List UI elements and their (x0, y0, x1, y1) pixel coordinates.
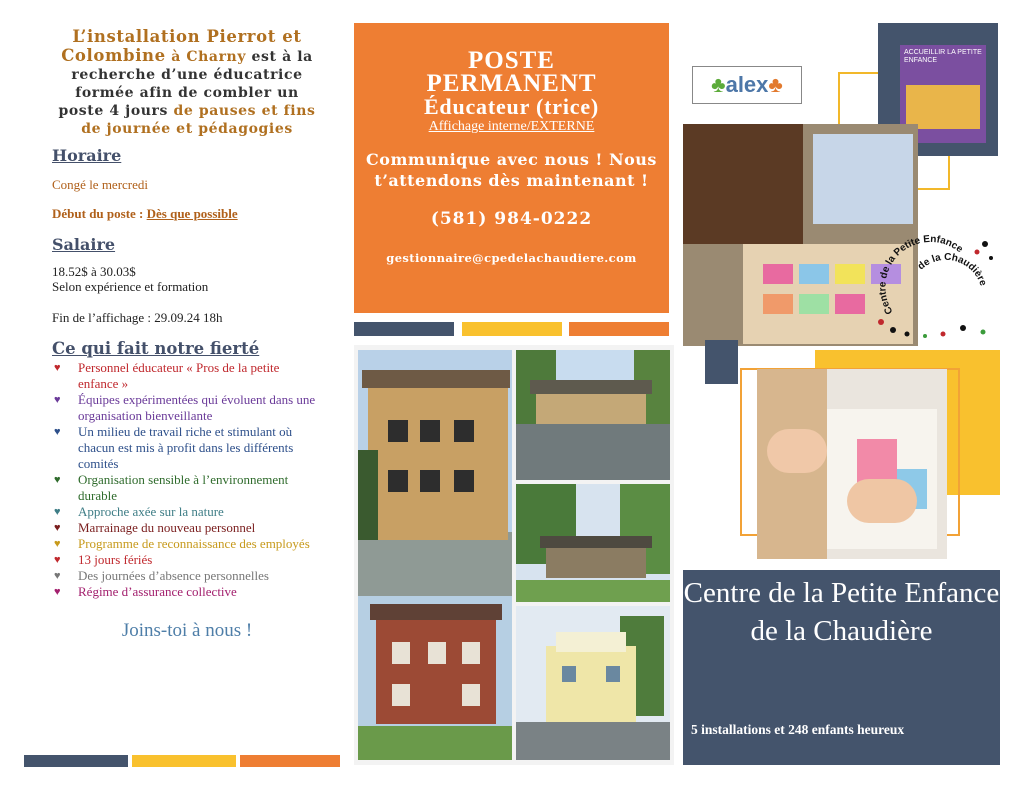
cpe-logo (873, 232, 998, 342)
poste-line1: POSTE (468, 47, 555, 74)
job-poster-box (354, 23, 669, 313)
debut-label: Début du poste : (52, 206, 147, 221)
joins-text: Joins-toi à nous ! (121, 620, 253, 641)
salaire-heading: Salaire (52, 235, 116, 254)
fierte-item-text: Marrainage du nouveau personnel (78, 520, 256, 535)
heart-icon: ♥ (54, 570, 61, 582)
poste-line3: Éducateur (trice) (423, 94, 600, 119)
fierte-item-text: Régime d’assurance collective (78, 584, 237, 599)
cpe-logo-arc1: Centre de la Petite Enfance (877, 233, 965, 317)
horaire-heading: Horaire (52, 146, 122, 165)
fierte-item-text: Des journées d’absence personnelles (78, 568, 269, 583)
intro-description: est à la recherche d’une éducatrice formée afin de combler un poste 4 jours (58, 49, 313, 119)
fierte-item (52, 504, 322, 520)
phone-number[interactable]: (581) 984-0222 (430, 209, 593, 229)
debut-poste (52, 206, 322, 221)
photo-building-brick (358, 596, 512, 760)
alex-logo: ♣alex♣ (692, 66, 802, 104)
heart-icon: ♥ (54, 538, 61, 550)
fierte-item-text: Un milieu de travail riche et stimulant où chacun est mis à profit dans les différents comités (78, 424, 294, 471)
fierte-item (52, 472, 322, 504)
left-column (52, 28, 322, 642)
fierte-item (52, 584, 322, 600)
cpe-logo-svg (873, 232, 998, 342)
fierte-list (52, 360, 322, 600)
bar-orange-center (569, 322, 669, 336)
fierte-item-text: Organisation sensible à l’environnement durable (78, 472, 289, 503)
fierte-item (52, 568, 322, 584)
intro-text (52, 28, 322, 138)
fierte-item (52, 392, 322, 424)
call-text: Communique avec nous ! Nous t’attendons dès maintenant ! (366, 150, 657, 190)
email-address[interactable]: gestionnaire@cpedelachaudiere.com (386, 251, 637, 265)
poste-line2: PERMANENT (426, 70, 597, 97)
fierte-item (52, 552, 322, 568)
debut-value: Dès que possible (146, 206, 238, 221)
intro-installation-name: L’installation Pierrot et Colombine (61, 27, 302, 65)
fierte-heading: Ce qui fait notre fierté (52, 339, 260, 358)
heart-icon: ♥ (54, 554, 61, 566)
fierte-item-text: Approche axée sur la nature (78, 504, 224, 519)
heart-icon: ♥ (54, 522, 61, 534)
bar-orange-left (240, 755, 340, 767)
fierte-item (52, 520, 322, 536)
fierte-item-text: 13 jours fériés (78, 552, 153, 567)
svg-text:Centre de la Petite Enfance (877, 234, 965, 316)
photo-building-parking (516, 350, 670, 480)
fierte-item (52, 424, 322, 472)
book-title: ACCUEILLIR LA PETITE ENFANCE (904, 49, 982, 64)
photo-drawing-hands (757, 369, 947, 559)
svg-text:de la Chaudière (916, 252, 989, 288)
cpe-title-box (683, 570, 1000, 765)
bar-yellow-center (462, 322, 562, 336)
photo-building-cottage (516, 484, 670, 602)
heart-icon: ♥ (54, 474, 61, 486)
bar-navy-left (24, 755, 128, 767)
fierte-item-text: Équipes expérimentées qui évoluent dans une organisation bienveillante (78, 392, 316, 423)
fierte-item (52, 536, 322, 552)
cpe-title: Centre de la Petite Enfance de la Chaudière (683, 577, 1000, 647)
photo-building-yellow (516, 606, 670, 760)
heart-icon: ♥ (54, 586, 61, 598)
navy-block-small (705, 340, 738, 384)
intro-location: à Charny (165, 49, 252, 65)
fin-affichage: Fin de l’affichage : 29.09.24 18h (52, 310, 223, 325)
intro-shift: de pauses et fins de journée et pédagogies (81, 103, 316, 137)
heart-icon: ♥ (54, 394, 61, 406)
heart-icon: ♥ (54, 426, 61, 438)
conge-text: Congé le mercredi (52, 177, 149, 192)
bar-yellow-left (132, 755, 236, 767)
fierte-item-text: Personnel éducateur « Pros de la petite enfance » (78, 360, 280, 391)
bar-navy-center (354, 322, 454, 336)
fierte-item (52, 360, 322, 392)
photo-building-wood (358, 350, 512, 602)
fierte-item-text: Programme de reconnaissance des employés (78, 536, 310, 551)
salaire-note: Selon expérience et formation (52, 279, 209, 294)
heart-icon: ♥ (54, 506, 61, 518)
cpe-logo-arc2: de la Chaudière (915, 251, 989, 288)
heart-icon: ♥ (54, 362, 61, 374)
cpe-subtitle: 5 installations et 248 enfants heureux (691, 722, 905, 737)
salaire-range: 18.52$ à 30.03$ (52, 264, 136, 279)
affichage-sub: Affichage interne/EXTERNE (428, 119, 595, 134)
